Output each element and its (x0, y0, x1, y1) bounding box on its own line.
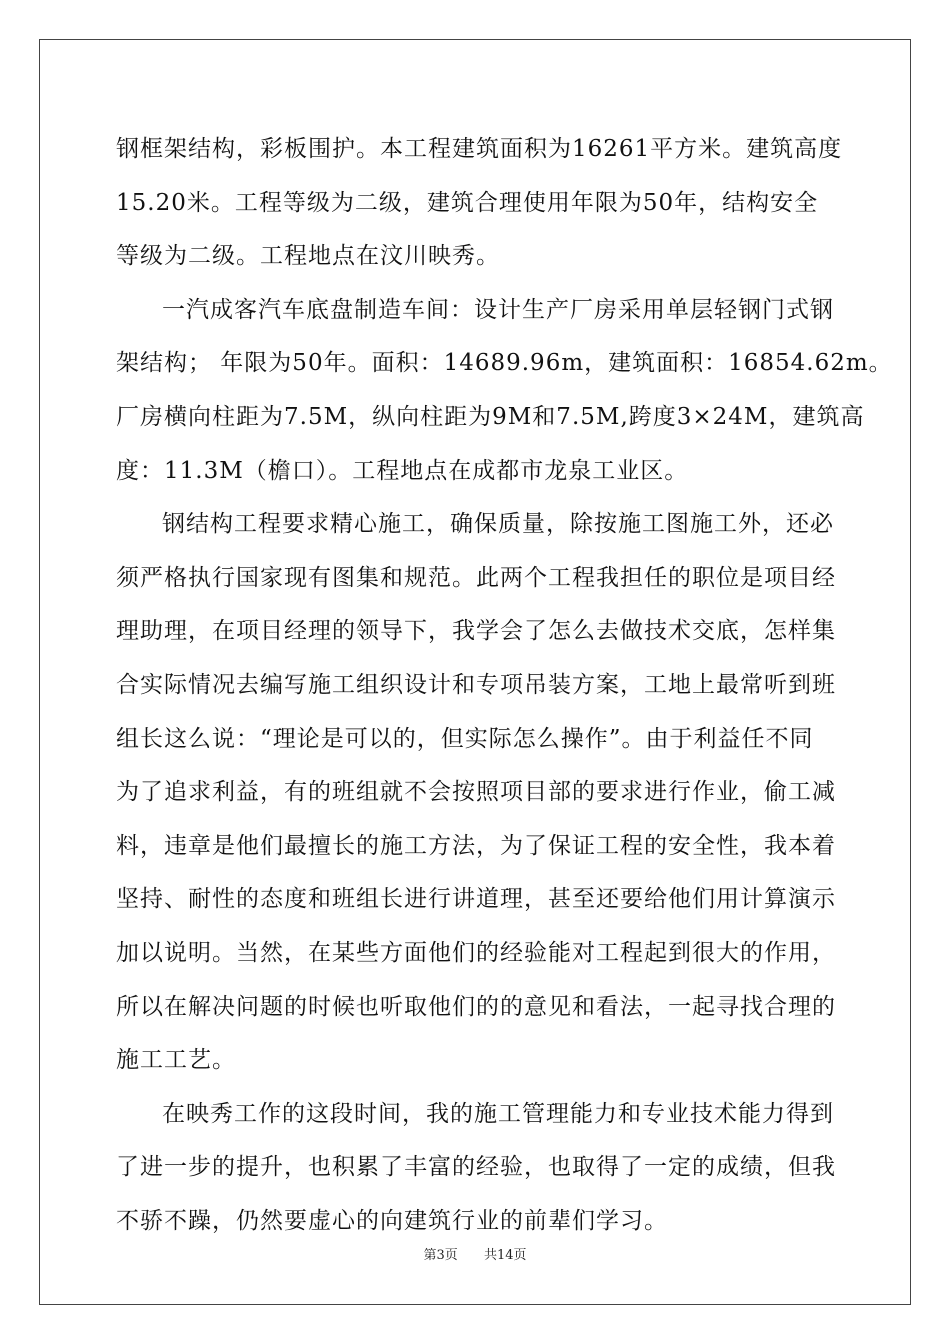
document-body (116, 123, 893, 1248)
text-line: 合实际情况去编写施工组织设计和专项吊装方案，工地上最常听到班 (116, 671, 836, 698)
page-total: 共14页 (484, 1248, 527, 1263)
paragraph (116, 1088, 836, 1249)
text-line: 加以说明。当然，在某些方面他们的经验能对工程起到很大的作用， (116, 939, 836, 966)
text-line: 钢框架结构，彩板围护。本工程建筑面积为16261平方米。建筑高度 (116, 136, 843, 162)
paragraph (116, 123, 843, 284)
text-line: 在映秀工作的这段时间，我的施工管理能力和专业技术能力得到 (162, 1100, 834, 1127)
text-line: 须严格执行国家现有图集和规范。此两个工程我担任的职位是项目经 (116, 564, 836, 591)
text-line: 了进一步的提升，也积累了丰富的经验，也取得了一定的成绩，但我 (116, 1154, 836, 1181)
text-line: 理助理，在项目经理的领导下，我学会了怎么去做技术交底，怎样集 (116, 618, 836, 645)
text-line: 架结构； 年限为50年。面积：14689.96m，建筑面积：16854.62m。 (116, 350, 893, 377)
text-line: 施工工艺。 (116, 1047, 236, 1074)
text-line: 坚持、耐性的态度和班组长进行讲道理，甚至还要给他们用计算演示 (116, 886, 836, 913)
text-line: 钢结构工程要求精心施工，确保质量，除按施工图施工外，还必 (162, 511, 834, 538)
text-line: 料，违章是他们最擅长的施工方法，为了保证工程的安全性，我本着 (116, 832, 836, 859)
text-line: 所以在解决问题的时候也听取他们的的意见和看法，一起寻找合理的 (116, 993, 836, 1020)
paragraph (116, 498, 836, 1088)
paragraph (116, 284, 893, 498)
text-line: 一汽成客汽车底盘制造车间：设计生产厂房采用单层轻钢门式钢 (162, 296, 834, 323)
text-line: 15.20米。工程等级为二级，建筑合理使用年限为50年，结构安全 (116, 189, 819, 216)
text-line: 不骄不躁，仍然要虚心的向建筑行业的前辈们学习。 (116, 1207, 668, 1234)
text-line: 为了追求利益，有的班组就不会按照项目部的要求进行作业，偷工减 (116, 779, 836, 806)
page-footer (0, 1244, 950, 1263)
text-line: 厂房横向柱距为7.5M，纵向柱距为9M和7.5M,跨度3×24M，建筑高 (116, 403, 865, 430)
page-number: 第3页 (423, 1248, 458, 1263)
text-line: 组长这么说：“理论是可以的，但实际怎么操作”。由于利益任不同 (116, 725, 814, 752)
text-line: 度：11.3M（檐口）。工程地点在成都市龙泉工业区。 (116, 457, 689, 484)
text-line: 等级为二级。工程地点在汶川映秀。 (116, 243, 500, 270)
